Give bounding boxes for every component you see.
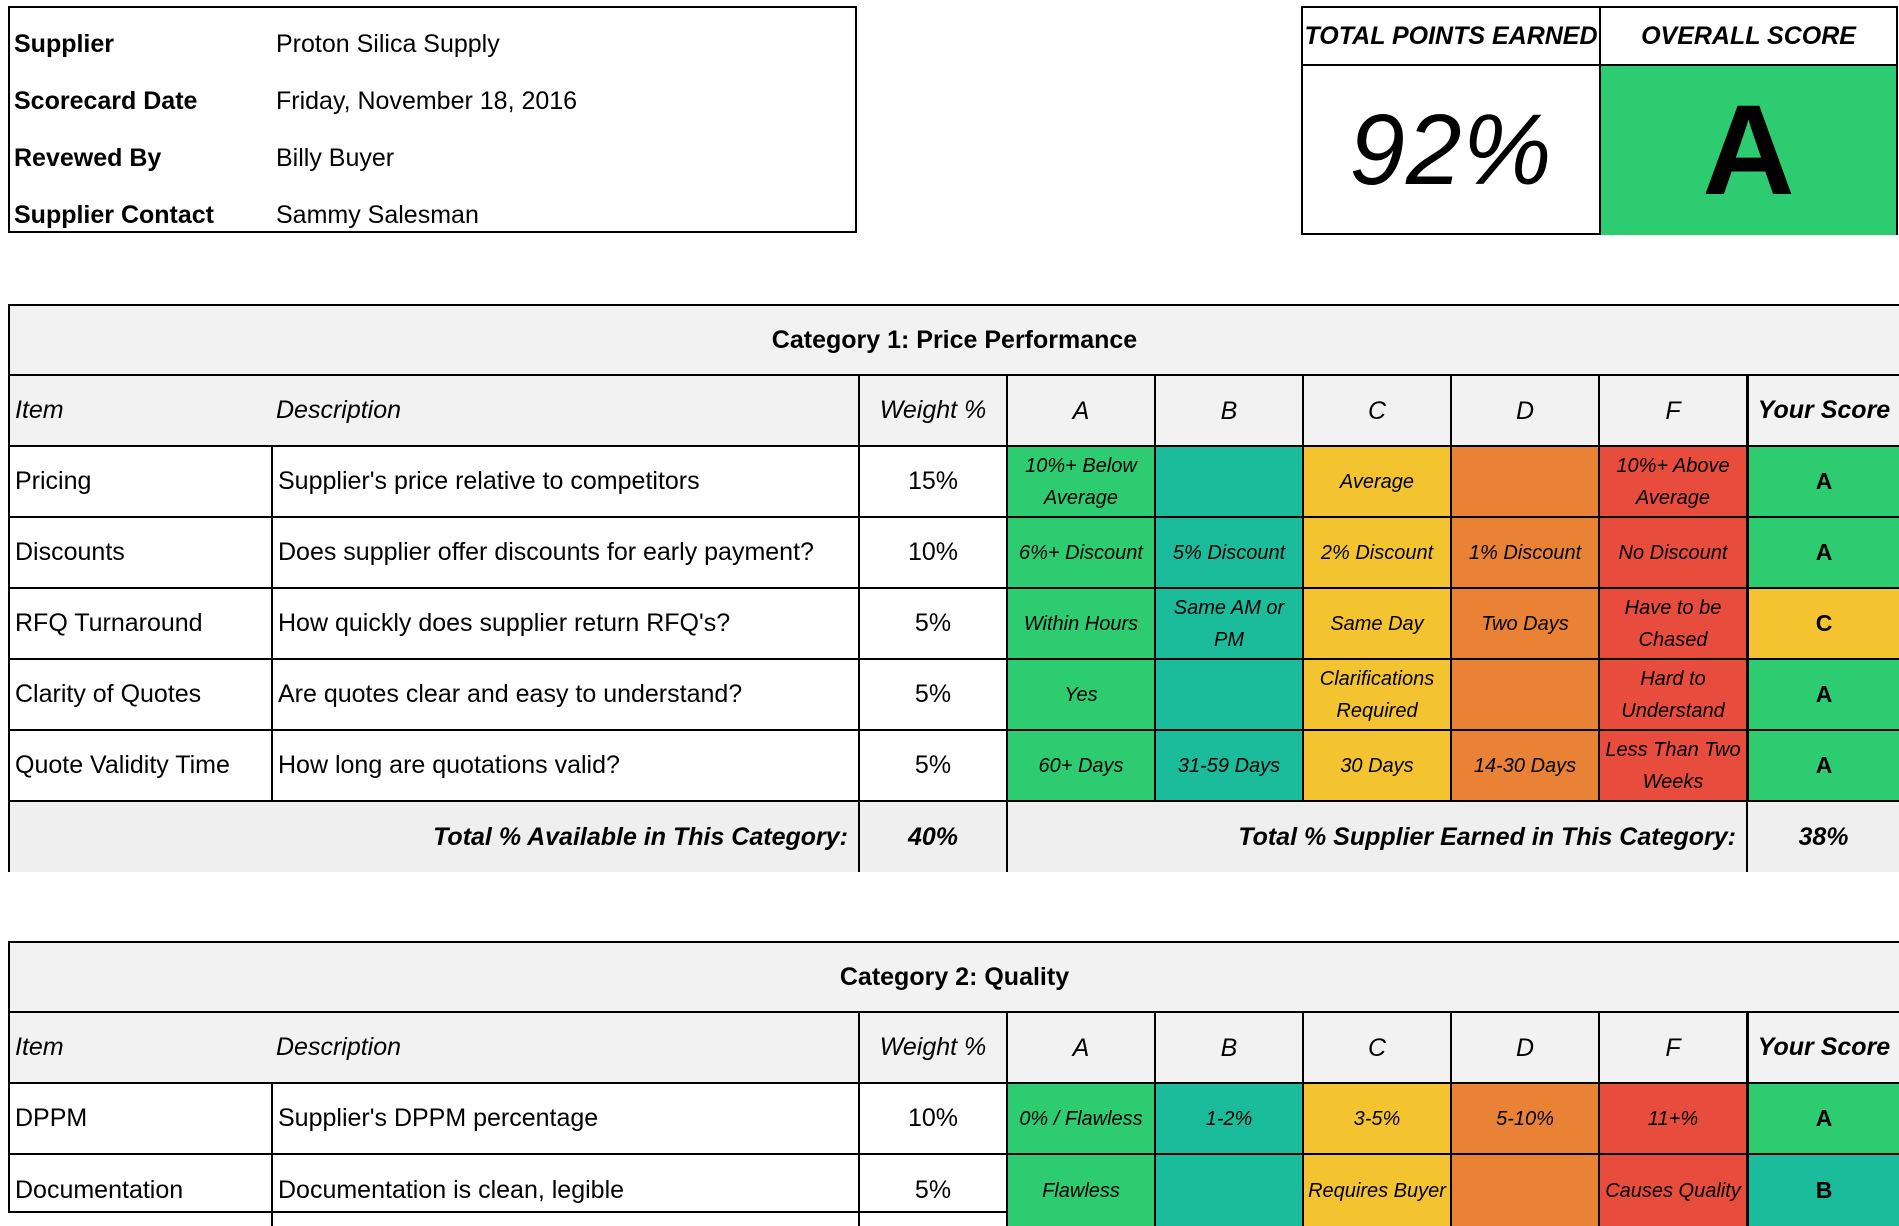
supplier-contact-label: Supplier Contact (14, 201, 215, 229)
your-score-cell[interactable]: A (1746, 1084, 1899, 1153)
grade-a-cell: 0% / Flawless (1006, 1084, 1154, 1153)
col-d-header: D (1450, 1013, 1598, 1082)
category-1-total-row (10, 802, 1899, 872)
grade-f-cell: 11+% (1598, 1084, 1746, 1153)
grade-d-cell (1450, 660, 1598, 729)
grade-b-cell: 31-59 Days (1154, 731, 1302, 800)
row-weight: 5% (858, 660, 1006, 729)
grade-f-cell: No Discount (1598, 518, 1746, 587)
total-earned-value: 38% (1746, 802, 1899, 872)
col-c-header: C (1302, 1013, 1450, 1082)
col-b-header: B (1154, 1013, 1302, 1082)
table-row (10, 660, 1899, 731)
overall-score-value: A (1601, 66, 1896, 235)
col-your-score-header: Your Score (1746, 1013, 1899, 1082)
your-score-cell[interactable]: A (1746, 660, 1899, 729)
row-weight: 10% (858, 518, 1006, 587)
total-points-value: 92% (1349, 94, 1553, 206)
grade-d-cell: 1% Discount (1450, 518, 1598, 587)
col-item-header: Item (15, 1033, 64, 1061)
row-weight: 5% (858, 589, 1006, 658)
supplier-row (10, 16, 855, 73)
col-item-header: Item (15, 396, 64, 424)
supplier-info-box (8, 6, 857, 233)
grade-d-cell: 5-10% (1450, 1084, 1598, 1153)
col-d-header: D (1450, 376, 1598, 445)
col-your-score-header: Your Score (1746, 376, 1899, 445)
row-description: Are quotes clear and easy to understand? (271, 660, 858, 729)
grade-c-cell: 3-5% (1302, 1084, 1450, 1153)
table-row (10, 1084, 1899, 1155)
reviewed-by-value: Billy Buyer (276, 144, 395, 172)
table-row (10, 731, 1899, 802)
col-a-header: A (1006, 1013, 1154, 1082)
grade-b-cell (1154, 660, 1302, 729)
grade-b-cell (1154, 1155, 1302, 1226)
category-1-title: Category 1: Price Performance (10, 306, 1899, 376)
col-f-header: F (1598, 376, 1746, 445)
category-2-header-row (10, 1013, 1899, 1084)
row-item: Quote Validity Time (15, 751, 230, 779)
row-description: Does supplier offer discounts for early payment? (271, 518, 858, 587)
grade-f-cell: Hard to Understand (1598, 660, 1746, 729)
col-b-header: B (1154, 376, 1302, 445)
grade-a-cell: Yes (1006, 660, 1154, 729)
your-score-cell[interactable]: A (1746, 447, 1899, 516)
table-row (10, 1155, 1899, 1226)
row-item: Pricing (15, 467, 92, 495)
grade-f-cell: Less Than Two Weeks (1598, 731, 1746, 800)
grade-a-cell: Flawless (1006, 1155, 1154, 1226)
grade-c-cell: 30 Days (1302, 731, 1450, 800)
row-description: How quickly does supplier return RFQ's? (271, 589, 858, 658)
total-available-label: Total % Available in This Category: (433, 822, 848, 851)
grade-b-cell: 1-2% (1154, 1084, 1302, 1153)
row-item: Clarity of Quotes (15, 680, 202, 708)
row-description: Documentation is clean, legible (271, 1155, 858, 1226)
supplier-value: Proton Silica Supply (276, 30, 500, 58)
grade-a-cell: 6%+ Discount (1006, 518, 1154, 587)
row-description: How long are quotations valid? (271, 731, 858, 800)
grade-d-cell (1450, 447, 1598, 516)
grade-b-cell (1154, 447, 1302, 516)
grade-c-cell: Requires Buyer (1302, 1155, 1450, 1226)
supplier-contact-row (10, 187, 855, 244)
grade-a-cell: 10%+ Below Average (1006, 447, 1154, 516)
grade-f-cell: Have to be Chased (1598, 589, 1746, 658)
col-weight-header: Weight % (858, 1013, 1006, 1082)
grade-d-cell: Two Days (1450, 589, 1598, 658)
category-2-title: Category 2: Quality (10, 943, 1899, 1013)
scorecard-date-value: Friday, November 18, 2016 (276, 87, 578, 115)
category-1-table (8, 304, 1899, 872)
overall-score-header: OVERALL SCORE (1601, 8, 1896, 66)
total-points-header: TOTAL POINTS EARNED (1303, 8, 1599, 66)
table-row (10, 589, 1899, 660)
row-weight: 10% (858, 1084, 1006, 1153)
reviewed-by-row (10, 130, 855, 187)
supplier-contact-value: Sammy Salesman (276, 201, 479, 229)
grade-a-cell: 60+ Days (1006, 731, 1154, 800)
col-a-header: A (1006, 376, 1154, 445)
total-earned-label: Total % Supplier Earned in This Category: (1006, 802, 1746, 872)
category-2-table (8, 941, 1899, 1213)
total-available-value: 40% (858, 802, 1006, 872)
col-description-header: Description (276, 396, 402, 424)
grade-c-cell: 2% Discount (1302, 518, 1450, 587)
grade-d-cell (1450, 1155, 1598, 1226)
grade-f-cell: Causes Quality (1598, 1155, 1746, 1226)
col-c-header: C (1302, 376, 1450, 445)
grade-b-cell: Same AM or PM (1154, 589, 1302, 658)
grade-b-cell: 5% Discount (1154, 518, 1302, 587)
your-score-cell[interactable]: A (1746, 731, 1899, 800)
col-description-header: Description (276, 1033, 402, 1061)
scorecard-date-row (10, 73, 855, 130)
row-description: Supplier's price relative to competitors (271, 447, 858, 516)
supplier-label: Supplier (14, 30, 115, 58)
table-row (10, 518, 1899, 589)
grade-d-cell: 14-30 Days (1450, 731, 1598, 800)
row-weight: 5% (858, 1155, 1006, 1226)
your-score-cell[interactable]: A (1746, 518, 1899, 587)
your-score-cell[interactable]: B (1746, 1155, 1899, 1226)
grade-f-cell: 10%+ Above Average (1598, 447, 1746, 516)
col-weight-header: Weight % (858, 376, 1006, 445)
grade-c-cell: Average (1302, 447, 1450, 516)
category-1-header-row (10, 376, 1899, 447)
row-description: Supplier's DPPM percentage (271, 1084, 858, 1153)
reviewed-by-label: Revewed By (14, 144, 162, 172)
scorecard-date-label: Scorecard Date (14, 87, 198, 115)
overall-score-box (1301, 6, 1898, 235)
row-weight: 5% (858, 731, 1006, 800)
row-item: DPPM (15, 1104, 88, 1132)
your-score-cell[interactable]: C (1746, 589, 1899, 658)
grade-c-cell: Same Day (1302, 589, 1450, 658)
row-item: Documentation (15, 1176, 184, 1204)
row-weight: 15% (858, 447, 1006, 516)
row-item: RFQ Turnaround (15, 609, 203, 637)
table-row (10, 447, 1899, 518)
row-item: Discounts (15, 538, 125, 566)
grade-c-cell: Clarifications Required (1302, 660, 1450, 729)
col-f-header: F (1598, 1013, 1746, 1082)
grade-a-cell: Within Hours (1006, 589, 1154, 658)
